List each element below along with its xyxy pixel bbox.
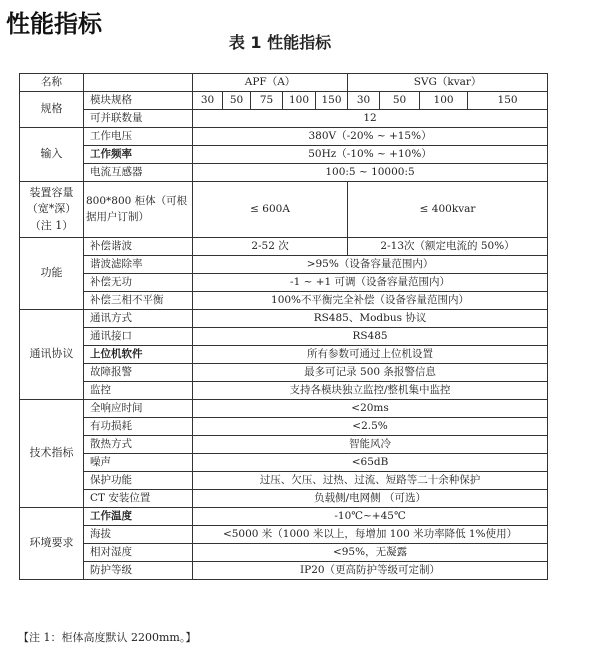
apf-module-cell: 50 bbox=[223, 92, 251, 110]
row-label: 工作频率 bbox=[84, 146, 193, 164]
category-env: 环境要求 bbox=[20, 508, 84, 580]
table-row bbox=[20, 164, 548, 182]
apf-module-cell: 100 bbox=[283, 92, 316, 110]
table-row bbox=[20, 382, 548, 400]
row-label: 相对湿度 bbox=[84, 544, 193, 562]
table-row bbox=[20, 128, 548, 146]
table-row bbox=[20, 292, 548, 310]
row-label: 工作温度 bbox=[84, 508, 193, 526]
row-value: -1 ~ +1 可调（设备容量范围内） bbox=[193, 274, 548, 292]
table-row bbox=[20, 526, 548, 544]
svg-module-cell: 30 bbox=[348, 92, 380, 110]
row-label: 电流互感器 bbox=[84, 164, 193, 182]
row-value: 12 bbox=[193, 110, 548, 128]
table-row bbox=[20, 364, 548, 382]
table-row bbox=[20, 544, 548, 562]
header-row bbox=[20, 74, 548, 92]
row-label: 保护功能 bbox=[84, 472, 193, 490]
table-row bbox=[20, 238, 548, 256]
row-value: RS485、Modbus 协议 bbox=[193, 310, 548, 328]
row-value: 负载侧/电网侧 （可选） bbox=[193, 490, 548, 508]
row-value: 100:5 ~ 10000:5 bbox=[193, 164, 548, 182]
row-label: 上位机软件 bbox=[84, 346, 193, 364]
table-row bbox=[20, 490, 548, 508]
row-value: 智能风冷 bbox=[193, 436, 548, 454]
apf-module-cell: 30 bbox=[193, 92, 223, 110]
row-value: <5000 米（1000 米以上，每增加 100 米功率降低 1%使用） bbox=[193, 526, 548, 544]
row-label: 有功损耗 bbox=[84, 418, 193, 436]
category-input: 输入 bbox=[20, 128, 84, 182]
table-row bbox=[20, 418, 548, 436]
row-value: <2.5% bbox=[193, 418, 548, 436]
row-value: 过压、欠压、过热、过流、短路等二十余种保护 bbox=[193, 472, 548, 490]
apf-module-cell: 75 bbox=[251, 92, 283, 110]
row-value: 380V（-20% ~ +15%） bbox=[193, 128, 548, 146]
table-row bbox=[20, 400, 548, 418]
row-label: 故障报警 bbox=[84, 364, 193, 382]
row-value: 支持各模块独立监控/整机集中监控 bbox=[193, 382, 548, 400]
table-row bbox=[20, 346, 548, 364]
row-label: 监控 bbox=[84, 382, 193, 400]
spec-table bbox=[19, 73, 548, 580]
header-apf: APF（A） bbox=[193, 74, 348, 92]
row-value: 所有参数可通过上位机设置 bbox=[193, 346, 548, 364]
row-label: 海拔 bbox=[84, 526, 193, 544]
svg-module-cell: 150 bbox=[468, 92, 548, 110]
row-label: 补偿谐波 bbox=[84, 238, 193, 256]
category-comm: 通讯协议 bbox=[20, 310, 84, 400]
row-label: 全响应时间 bbox=[84, 400, 193, 418]
row-label: 防护等级 bbox=[84, 562, 193, 580]
table-row bbox=[20, 328, 548, 346]
table-row bbox=[20, 472, 548, 490]
row-value: IP20（更高防护等级可定制） bbox=[193, 562, 548, 580]
row-value: 50Hz（-10% ~ +10%） bbox=[193, 146, 548, 164]
table-row bbox=[20, 562, 548, 580]
row-label: 噪声 bbox=[84, 454, 193, 472]
table-row bbox=[20, 508, 548, 526]
row-value: <65dB bbox=[193, 454, 548, 472]
row-label: 通讯方式 bbox=[84, 310, 193, 328]
row-label: CT 安装位置 bbox=[84, 490, 193, 508]
row-value: <95%，无凝露 bbox=[193, 544, 548, 562]
row-value: <20ms bbox=[193, 400, 548, 418]
table-row bbox=[20, 274, 548, 292]
apf-capacity-value: ≤ 600A bbox=[193, 182, 348, 238]
row-value: 100%不平衡完全补偿（设备容量范围内） bbox=[193, 292, 548, 310]
row-label: 工作电压 bbox=[84, 128, 193, 146]
row-label: 谐波滤除率 bbox=[84, 256, 193, 274]
table-row bbox=[20, 256, 548, 274]
table-row bbox=[20, 110, 548, 128]
category-capacity: 装置容量（宽*深）（注 1） bbox=[20, 182, 84, 238]
row-label: 补偿无功 bbox=[84, 274, 193, 292]
header-name: 名称 bbox=[20, 74, 84, 92]
row-value: RS485 bbox=[193, 328, 548, 346]
header-blank bbox=[84, 74, 193, 92]
apf-module-cell: 150 bbox=[316, 92, 348, 110]
table-row bbox=[20, 436, 548, 454]
row-label: 通讯接口 bbox=[84, 328, 193, 346]
row-value: 最多可记录 500 条报警信息 bbox=[193, 364, 548, 382]
category-tech: 技术指标 bbox=[20, 400, 84, 508]
svg-module-cell: 100 bbox=[420, 92, 468, 110]
table-caption: 表 1 性能指标 bbox=[228, 33, 332, 52]
category-spec: 规格 bbox=[20, 92, 84, 128]
table-row bbox=[20, 454, 548, 472]
row-value: >95%（设备容量范围内） bbox=[193, 256, 548, 274]
row-label: 散热方式 bbox=[84, 436, 193, 454]
header-svg: SVG（kvar） bbox=[348, 74, 548, 92]
row-label: 模块规格 bbox=[84, 92, 193, 110]
table-row bbox=[20, 182, 548, 238]
table-row bbox=[20, 146, 548, 164]
row-value: -10℃~+45℃ bbox=[193, 508, 548, 526]
category-function: 功能 bbox=[20, 238, 84, 310]
footnote: 【注 1：柜体高度默认 2200mm。】 bbox=[18, 631, 197, 644]
svg-module-cell: 50 bbox=[380, 92, 420, 110]
row-label: 可并联数量 bbox=[84, 110, 193, 128]
svg-capacity-value: ≤ 400kvar bbox=[348, 182, 548, 238]
table-row bbox=[20, 310, 548, 328]
table-row bbox=[20, 92, 548, 110]
harmonic-svg-value: 2-13次（额定电流的 50%） bbox=[348, 238, 548, 256]
page-heading: 性能指标 bbox=[6, 10, 102, 38]
harmonic-apf-value: 2-52 次 bbox=[193, 238, 348, 256]
row-label: 补偿三相不平衡 bbox=[84, 292, 193, 310]
cabinet-label: 800*800 柜体（可根据用户订制） bbox=[84, 182, 193, 238]
